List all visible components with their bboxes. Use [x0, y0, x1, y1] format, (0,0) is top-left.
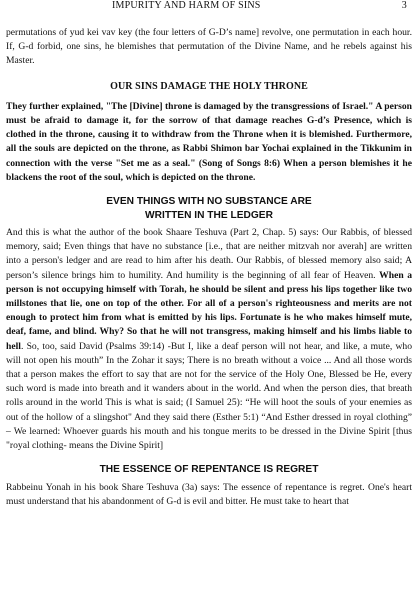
section-heading-ledger-line2: WRITTEN IN THE LEDGER	[145, 209, 273, 221]
paragraph-throne-damage: They further explained, "The [Divine] throne is damaged by the transgressions of Israel." A person must be afraid to damage it, for the sorrow of that damage reaches G-d’s Presence, which is clothed in the throne, causing it to withdraw from the Throne when it is blemished. Furthermore, all the souls are depicted on the throne, as Rabbi Shimon bar Yochai explained in the Tikkunim in connection with the verse "Set me as a seal." (Song of Songs 8:6) When a person blemishes it he blackens the root of the soul, which is depicted on the throne.	[6, 100, 412, 183]
section-heading-repentance: THE ESSENCE OF REPENTANCE IS REGRET	[99, 464, 319, 476]
paragraph-shaare-teshuva	[6, 226, 412, 453]
document-body	[6, 26, 412, 509]
intro-paragraph: permutations of yud kei vav key (the four letters of G-D’s name] revolve, one permutation in each hour. If, G-d forbid, one sins, he blemishes that permutation of the Divine Name, and he rebels against his Master.	[6, 27, 412, 67]
section-heading-ledger	[6, 195, 412, 222]
paragraph-rabbeinu-yonah: Rabbeinu Yonah in his book Share Teshuva (3a) says: The essence of repentance is regret. One's heart must understand that his abandonment of G-d is evil and bitter. He must take to heart that	[6, 481, 412, 507]
section-heading-ledger-line1: EVEN THINGS WITH NO SUBSTANCE ARE	[106, 196, 312, 208]
page-number: 3	[401, 0, 407, 11]
paragraph-shaare-teshuva-bold: When a person is not occupying himself with Torah, he should be silent and press his lips together like two millstones that lie, one on top of the other. For all of a person's righteousness and merits are not enough to protect him from what is emitted by his lips. Fortunate is he who makes himself mute, deaf, fame, and blind. Why? So that he will not transgress, making himself and his limbs liable to hell	[6, 269, 413, 352]
running-header-title: IMPURITY AND HARM OF SINS	[112, 0, 261, 11]
running-header	[0, 0, 418, 14]
paragraph-shaare-teshuva-text-2: . So, too, said David (Psalms 39:14) -But I, like a deaf person will not hear, and like, a mute, who will not open his mouth” In the Zohar it says; There is no breath without a voice ... And all those words that a person makes the effort to say that are not for the service of the Holy One, Blessed be He, every such word is made into breath and it wanders about in the world. And when the person dies, that breath rolls around in the world This is what is said; (I Samuel 25): “He will hoot the souls of your enemies as out of the hollow of a slingshot" And they said there (Esther 5:1) “And Esther dressed in royal clothing” – We learned: Whoever guards his mouth and his tongue merits to be dressed in the Divine Spirit [thus "royal clothing- means the Divine Spirit]	[6, 340, 412, 452]
section-heading-holy-throne: OUR SINS DAMAGE THE HOLY THRONE	[110, 80, 308, 92]
paragraph-shaare-teshuva-text-1: And this is what the author of the book Shaare Teshuva (Part 2, Chap. 5) says: Our Rabbis, of blessed memory, said; Even things that have no substance [i.e., that are neither mitzvah nor averah] are written into a person's ledger and are read to him after his death. Our Rabbis, of blessed memory also said; A person’s silence brings him to humility. And humility is the beginning of all fear of Heaven.	[6, 227, 412, 281]
